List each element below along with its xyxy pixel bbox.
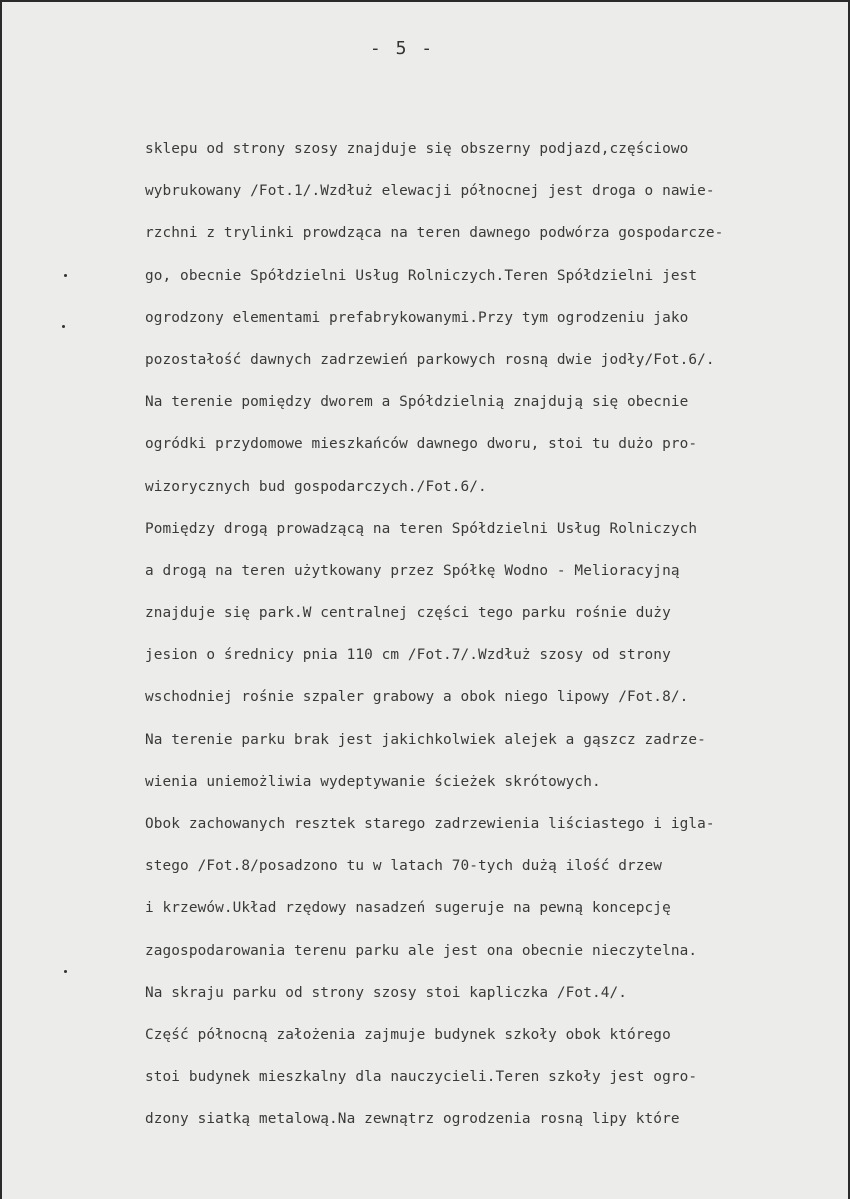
text-line: dzony siatką metalową.Na zewnątrz ogrodzenia rosną lipy które: [145, 1111, 680, 1128]
text-line: wienia uniemożliwia wydeptywanie ścieżek skrótowych.: [145, 773, 601, 790]
margin-mark: [64, 274, 67, 277]
text-line: zagospodarowania terenu parku ale jest ona obecnie nieczytelna.: [145, 942, 698, 959]
text-line: sklepu od strony szosy znajduje się obszerny podjazd,częściowo: [145, 141, 689, 157]
text-line: Pomiędzy drogą prowadzącą na teren Spółdzielni Usług Rolniczych: [145, 520, 698, 537]
text-line: go, obecnie Spółdzielni Usług Rolniczych.Teren Spółdzielni jest: [145, 267, 698, 284]
text-line: znajduje się park.W centralnej części tego parku rośnie duży: [145, 605, 671, 622]
margin-mark: [62, 325, 65, 328]
text-line: wizorycznych bud gospodarczych./Fot.6/.: [145, 478, 487, 495]
text-line: Część północną założenia zajmuje budynek szkoły obok którego: [145, 1026, 671, 1043]
text-line: a drogą na teren użytkowany przez Spółkę Wodno - Melioracyjną: [145, 562, 680, 579]
margin-mark: [64, 970, 67, 973]
text-line: wybrukowany /Fot.1/.Wzdłuż elewacji północnej jest droga o nawie-: [145, 183, 715, 200]
text-line: stego /Fot.8/posadzono tu w latach 70-tych dużą ilość drzew: [145, 858, 663, 875]
text-line: Na terenie parku brak jest jakichkolwiek alejek a gąszcz zadrze-: [145, 731, 706, 748]
text-line: i krzewów.Układ rzędowy nasadzeń sugeruje na pewną koncepcję: [145, 900, 671, 917]
text-line: Obok zachowanych resztek starego zadrzewienia liściastego i igla-: [145, 816, 715, 832]
body-text: [145, 128, 835, 1141]
text-line: ogródki przydomowe mieszkańców dawnego dworu, stoi tu dużo pro-: [145, 436, 698, 453]
text-line: Na terenie pomiędzy dworem a Spółdzielnią znajdują się obecnie: [145, 394, 689, 411]
text-line: jesion o średnicy pnia 110 cm /Fot.7/.Wzdłuż szosy od strony: [145, 647, 671, 664]
text-line: Na skraju parku od strony szosy stoi kapliczka /Fot.4/.: [145, 984, 628, 1001]
text-line: wschodniej rośnie szpaler grabowy a obok niego lipowy /Fot.8/.: [145, 689, 689, 706]
text-line: pozostałość dawnych zadrzewień parkowych rosną dwie jodły/Fot.6/.: [145, 351, 715, 368]
text-line: ogrodzony elementami prefabrykowanymi.Przy tym ogrodzeniu jako: [145, 309, 689, 326]
text-line: rzchni z trylinki prowdząca na teren dawnego podwórza gospodarcze-: [145, 225, 724, 242]
text-line: stoi budynek mieszkalny dla nauczycieli.Teren szkoły jest ogro-: [145, 1069, 698, 1086]
page-number: - 5 -: [369, 38, 435, 59]
